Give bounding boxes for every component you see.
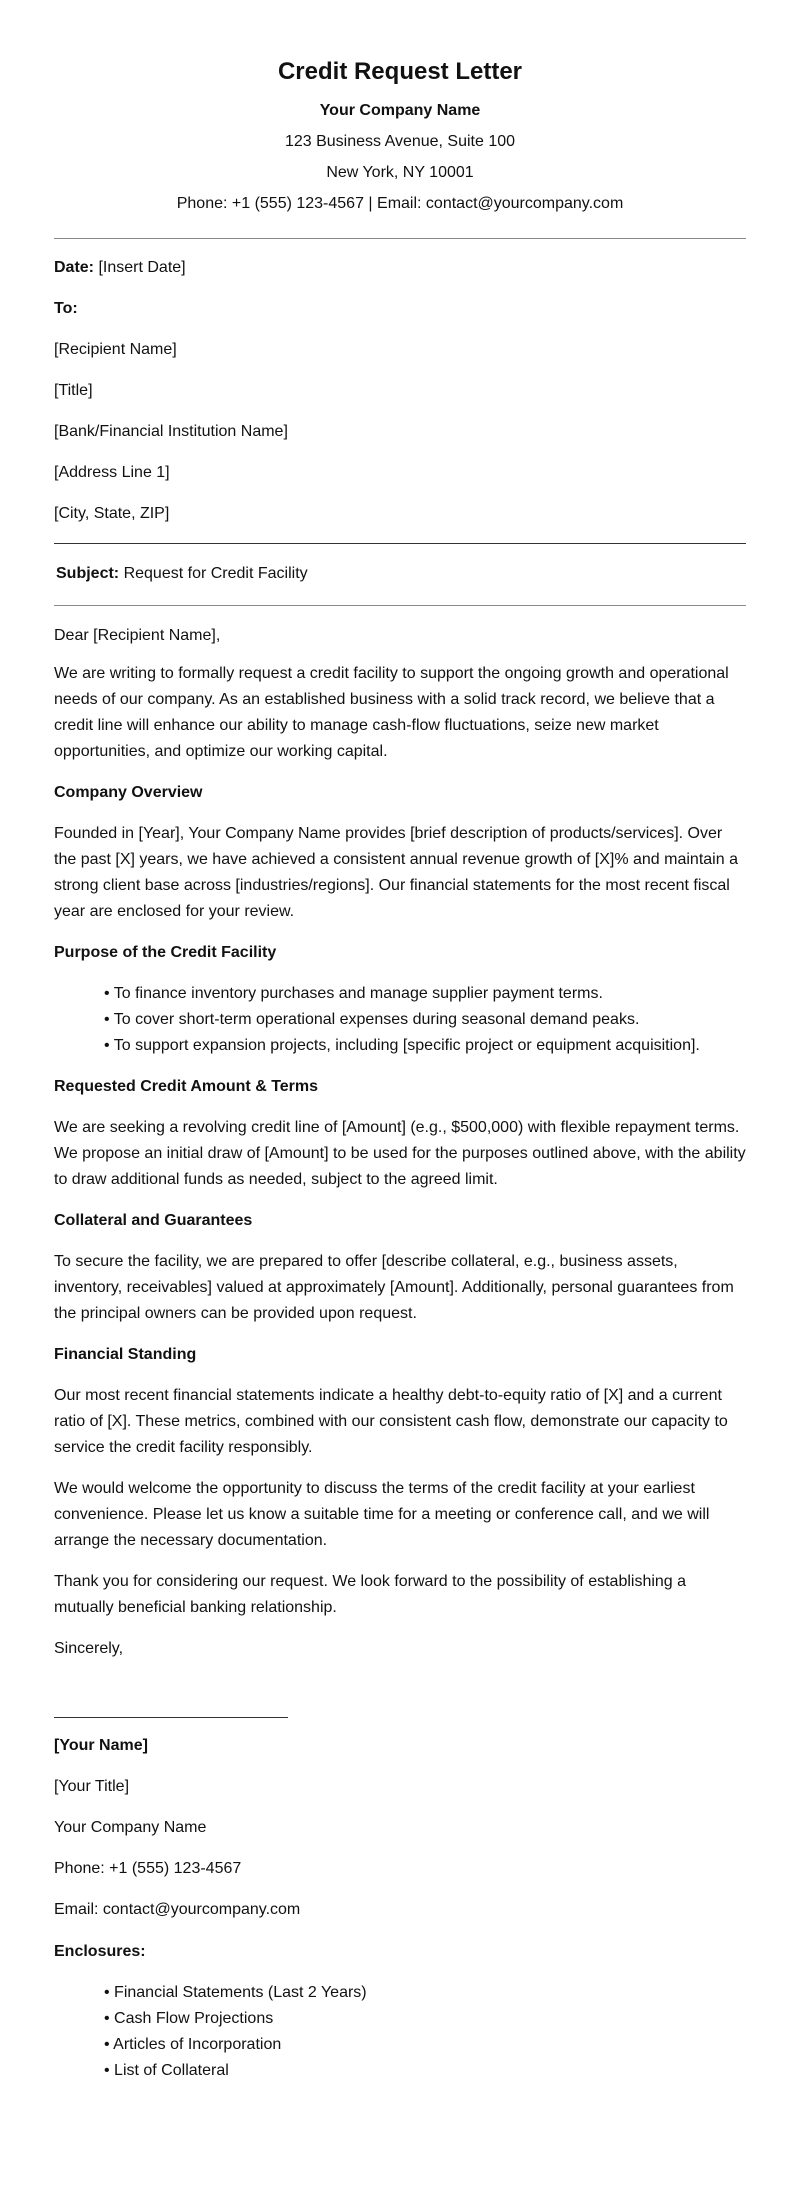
date-value: [Insert Date] (98, 259, 186, 276)
subject-line (54, 561, 746, 587)
enclosures-label: Enclosures: (54, 1943, 146, 1960)
intro-paragraph: We are writing to formally request a credit facility to support the ongoing growth and operational needs of our company. As an established business with a solid track record, we believe that a credit line will enhance our ability to manage cash-flow fluctuations, seize new market opportunities, and optimize our working capital. (54, 665, 729, 760)
enclosures-list (54, 1980, 746, 2084)
signer-email: Email: contact@yourcompany.com (54, 1901, 301, 1918)
signature-block (54, 1717, 746, 1923)
enclosures-block (54, 1939, 746, 2084)
list-item: • Financial Statements (Last 2 Years) (104, 1984, 367, 2001)
letter-body (54, 623, 746, 1662)
date-label: Date: (54, 259, 95, 276)
recipient-title: [Title] (54, 382, 93, 399)
purpose-list (54, 981, 746, 1059)
subject-value: Request for Credit Facility (123, 565, 308, 582)
list-item: • List of Collateral (104, 2062, 229, 2079)
salutation: Dear [Recipient Name], (54, 627, 221, 644)
sign-off: Sincerely, (54, 1640, 124, 1657)
credit-amount-paragraph: We are seeking a revolving credit line of [Amount] (e.g., $500,000) with flexible repayment terms. We propose an initial draw of [Amount] to be used for the purposes outlined above, with the ability to draw additional funds as needed, subject to the agreed limit. (54, 1119, 746, 1188)
company-address-line-2: New York, NY 10001 (326, 164, 474, 181)
list-item: • Cash Flow Projections (104, 2010, 274, 2027)
recipient-address: [Address Line 1] (54, 464, 170, 481)
section-heading-purpose: Purpose of the Credit Facility (54, 944, 277, 961)
section-heading-collateral: Collateral and Guarantees (54, 1212, 253, 1229)
letter-header (54, 0, 746, 217)
company-address-line-1: 123 Business Avenue, Suite 100 (284, 133, 516, 150)
recipient-institution: [Bank/Financial Institution Name] (54, 423, 288, 440)
section-heading-financial-standing: Financial Standing (54, 1346, 197, 1363)
company-contact: Phone: +1 (555) 123-4567 | Email: contact@yourcompany.com (176, 195, 624, 212)
page-title: Credit Request Letter (277, 58, 523, 85)
closing-paragraph-thanks: Thank you for considering our request. We look forward to the possibility of establishing a mutually beneficial banking relationship. (54, 1573, 687, 1616)
subject-label: Subject: (56, 565, 120, 582)
date-line (54, 255, 746, 281)
letter-meta (54, 239, 746, 527)
list-item: • Articles of Incorporation (104, 2036, 282, 2053)
company-overview-paragraph: Founded in [Year], Your Company Name provides [brief description of products/services]. Over the past [X] years, we have achieved a consistent annual revenue growth of [X]% and maintain a strong client base across [industries/regions]. Our financial statements for the most recent fiscal year are enclosed for your review. (54, 825, 738, 920)
subject-top-divider (54, 543, 746, 544)
signature-line (54, 1717, 288, 1718)
company-name: Your Company Name (319, 102, 481, 119)
section-heading-credit-amount: Requested Credit Amount & Terms (54, 1078, 319, 1095)
signer-name: [Your Name] (54, 1737, 148, 1754)
list-item: • To support expansion projects, including [specific project or equipment acquisition]. (104, 1037, 700, 1054)
financial-standing-paragraph: Our most recent financial statements indicate a healthy debt-to-equity ratio of [X] and a current ratio of [X]. These metrics, combined with our consistent cash flow, demonstrate our capacity to service the credit facility responsibly. (54, 1387, 728, 1456)
subject-bottom-divider (54, 605, 746, 606)
section-heading-company-overview: Company Overview (54, 784, 203, 801)
list-item: • To cover short-term operational expenses during seasonal demand peaks. (104, 1011, 640, 1028)
signer-phone: Phone: +1 (555) 123-4567 (54, 1860, 242, 1877)
list-item: • To finance inventory purchases and manage supplier payment terms. (104, 985, 603, 1002)
collateral-paragraph: To secure the facility, we are prepared to offer [describe collateral, e.g., business assets, inventory, receivables] valued at approximately [Amount]. Additionally, personal guarantees from the principal owners can be provided upon request. (54, 1253, 734, 1322)
signer-title: [Your Title] (54, 1778, 130, 1795)
signer-company: Your Company Name (54, 1819, 207, 1836)
recipient-city-state-zip: [City, State, ZIP] (54, 505, 170, 522)
to-label: To: (54, 300, 78, 317)
closing-paragraph-meeting: We would welcome the opportunity to discuss the terms of the credit facility at your earliest convenience. Please let us know a suitable time for a meeting or conference call, and we will arrange the necessary documentation. (54, 1480, 710, 1549)
recipient-name: [Recipient Name] (54, 341, 177, 358)
